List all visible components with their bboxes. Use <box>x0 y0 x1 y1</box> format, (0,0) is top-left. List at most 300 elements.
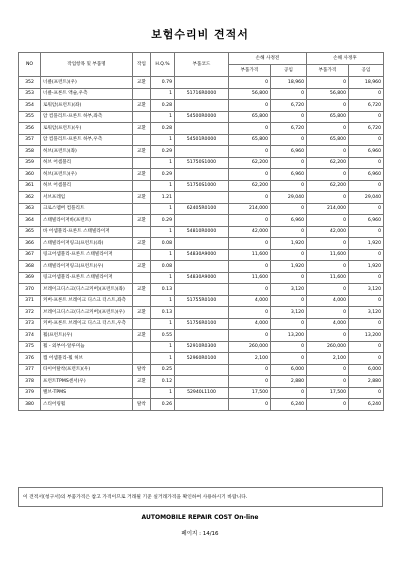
row-labor-after: 0 <box>349 249 384 261</box>
row-parts-after: 0 <box>307 215 349 227</box>
row-labor-before: 0 <box>271 134 307 146</box>
row-labor-before: 6,240 <box>271 399 307 411</box>
row-parts-after: 0 <box>307 77 349 89</box>
row-labor-before: 1,920 <box>271 261 307 273</box>
row-parts-after: 65,800 <box>307 134 349 146</box>
row-work-type: 교환 <box>133 215 151 227</box>
row-labor-after: 0 <box>349 203 384 215</box>
row-labor-after: 0 <box>349 157 384 169</box>
row-labor-before: 0 <box>271 341 307 353</box>
header-work: 작업 <box>133 53 151 77</box>
table-row <box>19 284 384 296</box>
row-part-code <box>175 330 229 342</box>
header-loss-after: 손해 사정후 <box>307 53 384 65</box>
row-item-name: 링크어셈블리-프론트 스태빌라이저 <box>41 272 133 284</box>
table-row <box>19 330 384 342</box>
row-no: 357 <box>19 134 41 146</box>
row-item-name: 브레이크디스크(디스크커버)(프런트)(좌) <box>41 284 133 296</box>
row-no: 379 <box>19 387 41 399</box>
header-loss-before: 손해 사정전 <box>229 53 307 65</box>
row-hq: 1 <box>151 134 175 146</box>
row-parts-after: 260,000 <box>307 341 349 353</box>
row-parts-after: 0 <box>307 399 349 411</box>
row-no: 372 <box>19 307 41 319</box>
row-no: 354 <box>19 100 41 112</box>
table-row <box>19 100 384 112</box>
row-parts-after: 214,000 <box>307 203 349 215</box>
table-row <box>19 88 384 100</box>
row-item-name: 허브 어셈블리 <box>41 180 133 192</box>
row-labor-after: 0 <box>349 353 384 365</box>
table-row <box>19 157 384 169</box>
row-work-type: 교환 <box>133 376 151 388</box>
row-labor-after: 0 <box>349 226 384 238</box>
table-row <box>19 192 384 204</box>
row-work-type <box>133 318 151 330</box>
row-item-name: 암 컴플리트-프론트 하부,우측 <box>41 134 133 146</box>
row-no: 362 <box>19 192 41 204</box>
row-parts-after: 0 <box>307 261 349 273</box>
row-labor-after: 1,920 <box>349 261 384 273</box>
row-hq: 0.29 <box>151 146 175 158</box>
row-labor-after: 0 <box>349 387 384 399</box>
row-hq: 1 <box>151 203 175 215</box>
row-no: 367 <box>19 249 41 261</box>
row-part-code <box>175 169 229 181</box>
row-parts-after: 4,000 <box>307 318 349 330</box>
header-parts-before: 부품가격 <box>229 65 271 77</box>
row-parts-before: 0 <box>229 238 271 250</box>
row-part-code <box>175 307 229 319</box>
row-parts-before: 0 <box>229 100 271 112</box>
row-labor-after: 3,120 <box>349 284 384 296</box>
row-labor-after: 6,000 <box>349 364 384 376</box>
row-work-type <box>133 157 151 169</box>
row-hq: 0.28 <box>151 100 175 112</box>
row-no: 366 <box>19 238 41 250</box>
row-labor-after: 1,920 <box>349 238 384 250</box>
row-hq: 1 <box>151 353 175 365</box>
row-labor-after: 0 <box>349 272 384 284</box>
row-parts-before: 0 <box>229 215 271 227</box>
row-part-code: 51750S1000 <box>175 180 229 192</box>
row-labor-after: 6,960 <box>349 215 384 227</box>
row-no: 365 <box>19 226 41 238</box>
row-parts-after: 0 <box>307 238 349 250</box>
header-labor-before: 공임 <box>271 65 307 77</box>
row-hq: 0.79 <box>151 77 175 89</box>
row-parts-before: 56,800 <box>229 88 271 100</box>
row-labor-after: 0 <box>349 88 384 100</box>
row-no: 368 <box>19 261 41 273</box>
row-no: 373 <box>19 318 41 330</box>
row-no: 376 <box>19 353 41 365</box>
row-parts-before: 0 <box>229 284 271 296</box>
row-part-code: 54501R0000 <box>175 134 229 146</box>
row-labor-before: 0 <box>271 318 307 330</box>
row-work-type <box>133 249 151 261</box>
row-item-name: 밸브-TPMS <box>41 387 133 399</box>
row-item-name: 크로스멤버 컴플리트 <box>41 203 133 215</box>
row-no: 374 <box>19 330 41 342</box>
row-item-name: 암 컴플리트-프론트 하부,좌측 <box>41 111 133 123</box>
table-row <box>19 364 384 376</box>
row-hq: 0.08 <box>151 261 175 273</box>
table-row <box>19 261 384 273</box>
table-row <box>19 238 384 250</box>
table-row <box>19 111 384 123</box>
row-part-code <box>175 215 229 227</box>
row-labor-after: 6,720 <box>349 100 384 112</box>
row-labor-before: 0 <box>271 88 307 100</box>
row-part-code <box>175 364 229 376</box>
row-parts-before: 4,000 <box>229 295 271 307</box>
row-part-code <box>175 100 229 112</box>
row-item-name: 링크어셈블리-프론트 스태빌라이저 <box>41 249 133 261</box>
row-item-name: 타이어탈착(프런트)(우) <box>41 364 133 376</box>
row-parts-before: 0 <box>229 261 271 273</box>
row-hq: 0.55 <box>151 330 175 342</box>
row-parts-before: 4,000 <box>229 318 271 330</box>
table-row <box>19 376 384 388</box>
row-item-name: 너클(프런트)(우) <box>41 77 133 89</box>
row-parts-after: 42,000 <box>307 226 349 238</box>
row-labor-after: 18,960 <box>349 77 384 89</box>
table-row <box>19 226 384 238</box>
table-row <box>19 123 384 135</box>
row-parts-after: 17,500 <box>307 387 349 399</box>
row-labor-after: 0 <box>349 295 384 307</box>
row-hq: 0.13 <box>151 307 175 319</box>
row-work-type: 교환 <box>133 330 151 342</box>
header-code: 부품코드 <box>175 53 229 77</box>
row-no: 369 <box>19 272 41 284</box>
row-parts-before: 260,000 <box>229 341 271 353</box>
row-work-type: 교환 <box>133 192 151 204</box>
header-no: NO <box>19 53 41 77</box>
row-labor-after: 0 <box>349 134 384 146</box>
row-work-type <box>133 272 151 284</box>
row-work-type <box>133 180 151 192</box>
row-hq: 1 <box>151 226 175 238</box>
row-labor-before: 0 <box>271 249 307 261</box>
row-hq: 1 <box>151 295 175 307</box>
table-row <box>19 215 384 227</box>
price-notice: 이 견적서(청구서)의 부품가격은 참고 가격이므로 거래될 기준 실거래가격을 확인하여 사용하시기 바랍니다. <box>18 487 383 507</box>
row-parts-before: 0 <box>229 169 271 181</box>
row-parts-before: 0 <box>229 192 271 204</box>
row-hq: 0.28 <box>151 123 175 135</box>
row-work-type <box>133 226 151 238</box>
document-title: 보험수리비 견적서 <box>151 28 249 41</box>
row-labor-before: 2,880 <box>271 376 307 388</box>
row-work-type: 교환 <box>133 307 151 319</box>
table-body <box>19 77 384 411</box>
row-labor-before: 3,120 <box>271 307 307 319</box>
estimate-table <box>18 52 384 411</box>
table-row <box>19 134 384 146</box>
row-work-type <box>133 88 151 100</box>
row-hq: 1 <box>151 180 175 192</box>
row-parts-after: 11,600 <box>307 272 349 284</box>
row-part-code <box>175 261 229 273</box>
row-work-type <box>133 387 151 399</box>
row-parts-before: 65,800 <box>229 134 271 146</box>
row-part-code <box>175 146 229 158</box>
table-row <box>19 146 384 158</box>
row-item-name: 스티어링휠 <box>41 399 133 411</box>
table-row <box>19 318 384 330</box>
row-labor-before: 6,720 <box>271 100 307 112</box>
row-part-code: 54500R0000 <box>175 111 229 123</box>
row-hq: 0.26 <box>151 399 175 411</box>
row-work-type: 탈착 <box>133 364 151 376</box>
row-parts-before: 0 <box>229 77 271 89</box>
row-labor-before: 6,960 <box>271 169 307 181</box>
row-item-name: 캡 어셈블리-휠 허브 <box>41 353 133 365</box>
row-hq: 1 <box>151 157 175 169</box>
header-hq: H.Q.% <box>151 53 175 77</box>
row-no: 355 <box>19 111 41 123</box>
table-row <box>19 249 384 261</box>
row-hq: 0.29 <box>151 215 175 227</box>
row-work-type <box>133 341 151 353</box>
row-labor-after: 6,960 <box>349 146 384 158</box>
row-item-name: 허브(프런트)(좌) <box>41 146 133 158</box>
table-row <box>19 77 384 89</box>
row-no: 363 <box>19 203 41 215</box>
row-labor-after: 6,960 <box>349 169 384 181</box>
row-no: 375 <box>19 341 41 353</box>
row-parts-before: 0 <box>229 307 271 319</box>
row-parts-after: 0 <box>307 364 349 376</box>
row-item-name: 커버-프론트 브레이크 디스크 더스트,좌측 <box>41 295 133 307</box>
row-item-name: 로워암(프런트)(우) <box>41 123 133 135</box>
row-item-name: 휠 - 외부이-알루미늄 <box>41 341 133 353</box>
row-part-code <box>175 376 229 388</box>
row-no: 370 <box>19 284 41 296</box>
row-parts-before: 11,600 <box>229 272 271 284</box>
row-hq: 0.29 <box>151 169 175 181</box>
row-item-name: 너클-프론트 액슬,우측 <box>41 88 133 100</box>
header-labor-after: 공임 <box>349 65 384 77</box>
row-labor-after: 0 <box>349 318 384 330</box>
row-hq: 1 <box>151 341 175 353</box>
row-no: 356 <box>19 123 41 135</box>
row-no: 380 <box>19 399 41 411</box>
row-part-code: 51716R0000 <box>175 88 229 100</box>
row-labor-after: 6,720 <box>349 123 384 135</box>
row-labor-after: 13,200 <box>349 330 384 342</box>
row-work-type: 교환 <box>133 284 151 296</box>
row-parts-before: 214,000 <box>229 203 271 215</box>
row-hq: 1 <box>151 111 175 123</box>
row-work-type: 교환 <box>133 238 151 250</box>
row-item-name: 허브(프런트)(우) <box>41 169 133 181</box>
row-labor-before: 13,200 <box>271 330 307 342</box>
row-labor-after: 0 <box>349 341 384 353</box>
row-work-type <box>133 353 151 365</box>
row-labor-before: 18,960 <box>271 77 307 89</box>
row-parts-after: 2,100 <box>307 353 349 365</box>
row-parts-after: 0 <box>307 169 349 181</box>
row-part-code: 51750S1000 <box>175 157 229 169</box>
row-part-code <box>175 284 229 296</box>
row-work-type: 교환 <box>133 100 151 112</box>
row-item-name: 휠(프런트)(우) <box>41 330 133 342</box>
footer-brand: AUTOMOBILE REPAIR COST On-line <box>141 514 259 521</box>
row-labor-before: 29,040 <box>271 192 307 204</box>
row-part-code <box>175 399 229 411</box>
row-parts-before: 0 <box>229 123 271 135</box>
row-labor-before: 0 <box>271 353 307 365</box>
row-no: 359 <box>19 157 41 169</box>
row-part-code <box>175 192 229 204</box>
row-item-name: 허브 어셈블리 <box>41 157 133 169</box>
header-item: 작업항목 및 부품명 <box>41 53 133 77</box>
header-parts-after: 부품가격 <box>307 65 349 77</box>
row-work-type: 교환 <box>133 146 151 158</box>
row-no: 361 <box>19 180 41 192</box>
row-hq: 0.08 <box>151 238 175 250</box>
row-no: 360 <box>19 169 41 181</box>
row-hq: 1 <box>151 88 175 100</box>
row-labor-after: 0 <box>349 180 384 192</box>
row-labor-before: 0 <box>271 295 307 307</box>
row-part-code: 52910R0300 <box>175 341 229 353</box>
row-part-code: 52960R0100 <box>175 353 229 365</box>
row-part-code: 51756R0100 <box>175 318 229 330</box>
row-item-name: 서브프레임 <box>41 192 133 204</box>
row-parts-after: 0 <box>307 100 349 112</box>
row-parts-after: 4,000 <box>307 295 349 307</box>
table-row <box>19 399 384 411</box>
row-labor-before: 0 <box>271 111 307 123</box>
page-number: 페이지 : 14/16 <box>181 531 219 537</box>
table-row <box>19 272 384 284</box>
row-work-type <box>133 134 151 146</box>
row-parts-before: 17,500 <box>229 387 271 399</box>
row-labor-after: 29,040 <box>349 192 384 204</box>
row-item-name: 프런트TPMS센서(우) <box>41 376 133 388</box>
row-parts-before: 11,600 <box>229 249 271 261</box>
table-row <box>19 180 384 192</box>
table-row <box>19 341 384 353</box>
row-parts-after: 0 <box>307 330 349 342</box>
row-part-code: 51755R0100 <box>175 295 229 307</box>
row-parts-after: 56,800 <box>307 88 349 100</box>
row-part-code: 54830A9000 <box>175 272 229 284</box>
row-parts-before: 0 <box>229 146 271 158</box>
row-hq: 0.13 <box>151 284 175 296</box>
row-labor-before: 0 <box>271 226 307 238</box>
row-labor-before: 0 <box>271 272 307 284</box>
row-item-name: 로워암(프런트)(좌) <box>41 100 133 112</box>
table-row <box>19 353 384 365</box>
row-parts-before: 2,100 <box>229 353 271 365</box>
row-work-type <box>133 111 151 123</box>
row-parts-after: 0 <box>307 146 349 158</box>
row-labor-before: 0 <box>271 180 307 192</box>
row-parts-after: 0 <box>307 284 349 296</box>
row-parts-before: 62,200 <box>229 180 271 192</box>
row-hq: 1 <box>151 318 175 330</box>
row-item-name: 스태빌라이저링크(프런트)(우) <box>41 261 133 273</box>
row-hq: 1 <box>151 249 175 261</box>
row-part-code <box>175 238 229 250</box>
row-hq: 1 <box>151 272 175 284</box>
row-no: 353 <box>19 88 41 100</box>
row-part-code: 52940L1100 <box>175 387 229 399</box>
row-labor-after: 0 <box>349 111 384 123</box>
table-row <box>19 203 384 215</box>
row-labor-after: 6,240 <box>349 399 384 411</box>
row-labor-before: 0 <box>271 387 307 399</box>
table-row <box>19 307 384 319</box>
row-labor-before: 0 <box>271 203 307 215</box>
row-labor-after: 2,880 <box>349 376 384 388</box>
row-no: 377 <box>19 364 41 376</box>
row-no: 364 <box>19 215 41 227</box>
row-parts-before: 65,800 <box>229 111 271 123</box>
row-labor-before: 1,920 <box>271 238 307 250</box>
row-work-type: 교환 <box>133 261 151 273</box>
row-part-code: 54830A9000 <box>175 249 229 261</box>
row-work-type: 교환 <box>133 77 151 89</box>
row-labor-before: 6,960 <box>271 146 307 158</box>
row-part-code: 54810R0000 <box>175 226 229 238</box>
row-no: 358 <box>19 146 41 158</box>
row-parts-after: 65,800 <box>307 111 349 123</box>
table-row <box>19 387 384 399</box>
row-labor-before: 6,000 <box>271 364 307 376</box>
row-work-type <box>133 203 151 215</box>
row-parts-after: 0 <box>307 376 349 388</box>
row-work-type: 탈착 <box>133 399 151 411</box>
row-part-code <box>175 123 229 135</box>
row-work-type: 교환 <box>133 169 151 181</box>
row-work-type <box>133 295 151 307</box>
row-item-name: 바 어셈블리-프론트 스태빌라이저 <box>41 226 133 238</box>
row-parts-after: 0 <box>307 192 349 204</box>
table-header <box>19 53 384 77</box>
row-labor-after: 3,120 <box>349 307 384 319</box>
row-parts-after: 62,200 <box>307 157 349 169</box>
row-item-name: 브레이크디스크(디스크커버)(프런트)(우) <box>41 307 133 319</box>
row-parts-before: 0 <box>229 399 271 411</box>
row-labor-before: 6,960 <box>271 215 307 227</box>
row-labor-before: 0 <box>271 157 307 169</box>
row-item-name: 스태빌라이저링크(프런트)(좌) <box>41 238 133 250</box>
row-hq: 0.25 <box>151 364 175 376</box>
row-hq: 0.12 <box>151 376 175 388</box>
row-parts-after: 62,200 <box>307 180 349 192</box>
row-hq: 1.21 <box>151 192 175 204</box>
row-labor-before: 3,120 <box>271 284 307 296</box>
row-parts-before: 62,200 <box>229 157 271 169</box>
row-parts-before: 0 <box>229 330 271 342</box>
row-no: 378 <box>19 376 41 388</box>
row-part-code <box>175 77 229 89</box>
row-part-code: 62405R0100 <box>175 203 229 215</box>
row-parts-after: 0 <box>307 123 349 135</box>
row-no: 352 <box>19 77 41 89</box>
table-row <box>19 295 384 307</box>
row-item-name: 커버-프론트 브레이크 디스크 더스트,우측 <box>41 318 133 330</box>
row-item-name: 스태빌라이저바(프런트) <box>41 215 133 227</box>
row-parts-after: 11,600 <box>307 249 349 261</box>
row-no: 371 <box>19 295 41 307</box>
